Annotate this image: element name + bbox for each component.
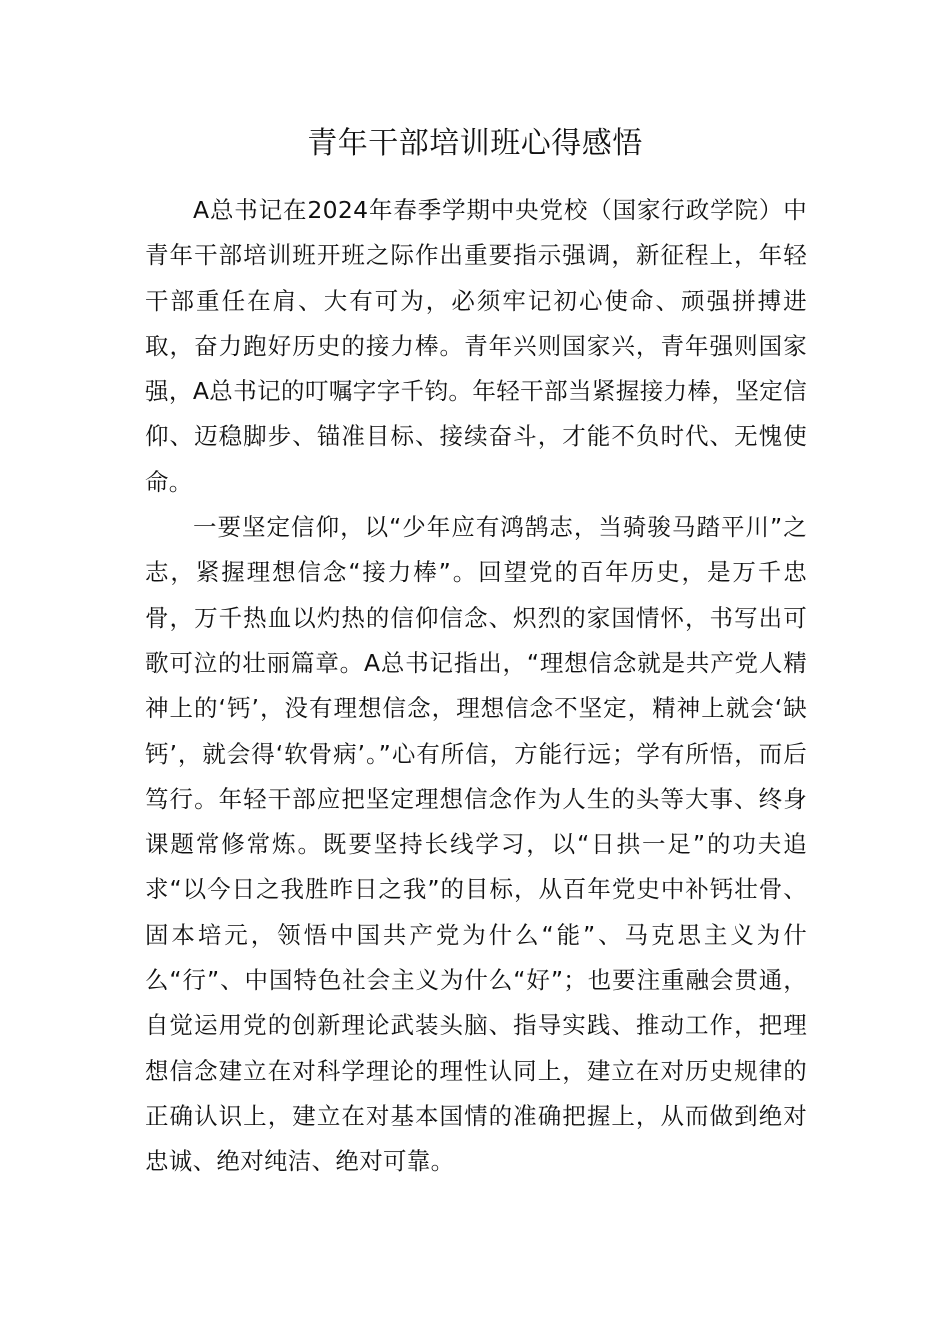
document-title: 青年干部培训班心得感悟: [307, 126, 643, 161]
document-body: [145, 188, 807, 1185]
paragraph-firm-belief: 一要坚定信仰，以“少年应有鸿鹄志，当骑骏马踏平川”之志，紧握理想信念“接力棒”。回望党的百年历史，是万千忠骨，万千热血以灼热的信仰信念、炽烈的家国情怀，书写出可歌可泣的壮丽篇章。A总书记指出，“理想信念就是共产党人精神上的‘钙’，没有理想信念，理想信念不坚定，精神上就会‘缺钙’，就会得‘软骨病’。”心有所信，方能行远；学有所悟，而后笃行。年轻干部应把坚定理想信念作为人生的头等大事、终身课题常修常炼。既要坚持长线学习，以“日拱一足”的功夫追求“以今日之我胜昨日之我”的目标，从百年党史中补钙壮骨、固本培元，领悟中国共产党为什么“能”、马克思主义为什么“行”、中国特色社会主义为什么“好”；也要注重融会贯通，自觉运用党的创新理论武装头脑、指导实践、推动工作，把理想信念建立在对科学理论的理性认同上，建立在对历史规律的正确认识上，建立在对基本国情的准确把握上，从而做到绝对忠诚、绝对纯洁、绝对可靠。: [145, 513, 807, 1176]
paragraph-intro: A总书记在2024年春季学期中央党校（国家行政学院）中青年干部培训班开班之际作出重要指示强调，新征程上，年轻干部重任在肩、大有可为，必须牢记初心使命、顽强拼搏进取，奋力跑好历史的接力棒。青年兴则国家兴，青年强则国家强，A总书记的叮嘱字字千钧。年轻干部当紧握接力棒，坚定信仰、迈稳脚步、锚准目标、接续奋斗，才能不负时代、无愧使命。: [145, 196, 807, 496]
